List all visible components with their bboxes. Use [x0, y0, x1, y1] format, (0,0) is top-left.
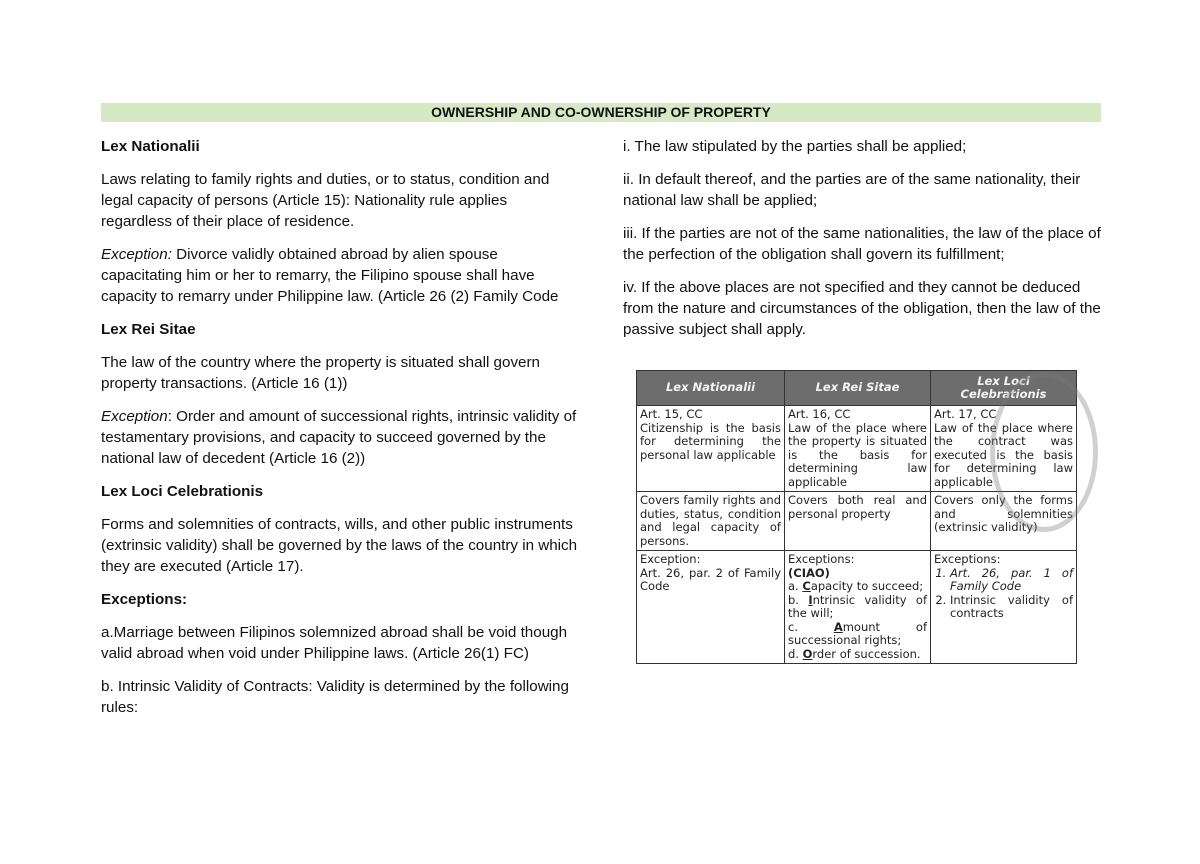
cell-heading: Exception:	[640, 552, 701, 566]
heading-lex-rei-sitae: Lex Rei Sitae	[101, 321, 196, 338]
ciao-item: b. Intrinsic validity of the will;	[788, 592, 927, 620]
cell-text: Law of the place where the property is situated is the basis for determining law applicable	[788, 420, 927, 489]
rule-iv: iv. If the above places are not specified and they cannot be deduced from the nature and circumstances of the obligation, then the law of the passive subject shall apply.	[623, 279, 1101, 338]
cell-heading: Exceptions:	[934, 552, 1001, 566]
table-row	[637, 406, 1077, 492]
exception-label: Exception:	[101, 246, 172, 263]
rule-i: i. The law stipulated by the parties shall be applied;	[623, 138, 967, 155]
exception-item: 2. Intrinsic validity of contracts	[950, 594, 1073, 621]
table-cell	[637, 551, 785, 664]
table-cell: Covers family rights and duties, status, condition and legal capacity of persons.	[637, 492, 785, 551]
ciao-item: d. Order of succession.	[788, 646, 921, 661]
cell-text: Citizenship is the basis for determining the personal law applicable	[640, 420, 781, 462]
paragraph-exception-divorce	[101, 244, 579, 307]
table-cell: Covers both real and personal property	[785, 492, 931, 551]
article-ref: Art. 16, CC	[788, 407, 851, 421]
paragraph-exception-succession	[101, 406, 579, 469]
cell-heading: Exceptions:	[788, 552, 855, 566]
page-title: OWNERSHIP AND CO-OWNERSHIP OF PROPERTY	[101, 103, 1101, 122]
right-column	[623, 136, 1101, 352]
ciao-item: a. Capacity to succeed;	[788, 579, 924, 593]
exception-text: Divorce validly obtained abroad by alien spouse capacitating him or her to remarry, the Filipino spouse shall have capacity to remarry under Philippine law. (Article 26 (2) Family Code	[101, 246, 559, 305]
left-column	[101, 136, 579, 730]
cell-text: Law of the place where the contract was executed is the basis for determining law applicable	[934, 420, 1073, 489]
exception-text: : Order and amount of successional rights, intrinsic validity of testamentary provisions, and capacity to succeed governed by the national law of decedent (Article 16 (2))	[101, 408, 577, 467]
paragraph-exception-b: b. Intrinsic Validity of Contracts: Validity is determined by the following rules:	[101, 678, 569, 716]
heading-exceptions: Exceptions:	[101, 591, 188, 608]
table-cell	[637, 406, 785, 492]
comparison-table	[636, 370, 1077, 664]
cell-text: Art. 26, par. 2 of Family Code	[640, 565, 781, 593]
table-header: Lex Rei Sitae	[785, 371, 931, 406]
article-ref: Art. 15, CC	[640, 407, 703, 421]
paragraph-exception-a: a.Marriage between Filipinos solemnized abroad shall be void though valid abroad when void under Philippine laws. (Article 26(1) FC)	[101, 624, 568, 662]
exception-label: Exception	[101, 408, 168, 425]
heading-lex-nationalii: Lex Nationalii	[101, 138, 200, 155]
rule-iii: iii. If the parties are not of the same nationalities, the law of the place of the perfection of the obligation shall govern its fulfillment;	[623, 225, 1101, 263]
table-row	[637, 551, 1077, 664]
paragraph-lex-nationalii: Laws relating to family rights and duties, or to status, condition and legal capacity of persons (Article 15): Nationality rule applies regardless of their place of residence.	[101, 171, 550, 230]
paragraph-lex-loci: Forms and solemnities of contracts, wills, and other public instruments (extrinsic validity) shall be governed by the laws of the country in which they are executed (Article 17).	[101, 516, 578, 575]
paragraph-lex-rei-sitae: The law of the country where the property is situated shall govern property transactions. (Article 16 (1))	[101, 354, 540, 392]
ciao-label: (CIAO)	[788, 565, 830, 580]
table-header-row	[637, 371, 1077, 406]
table-cell	[785, 406, 931, 492]
table-row	[637, 492, 1077, 551]
table-cell	[785, 551, 931, 664]
table-header: Lex Nationalii	[637, 371, 785, 406]
heading-lex-loci: Lex Loci Celebrationis	[101, 483, 264, 500]
exception-item: 1. Art. 26, par. 1 of Family Code	[950, 567, 1073, 594]
table-cell	[931, 551, 1077, 664]
rule-ii: ii. In default thereof, and the parties are of the same nationality, their national law shall be applied;	[623, 171, 1081, 209]
ciao-item: c. Amount of successional rights;	[788, 619, 927, 647]
article-ref: Art. 17, CC	[934, 407, 997, 421]
table-cell	[931, 406, 1077, 492]
table-cell: Covers only the forms and solemnities (extrinsic validity)	[931, 492, 1077, 551]
table-header: Lex Loci Celebrationis	[931, 371, 1077, 406]
